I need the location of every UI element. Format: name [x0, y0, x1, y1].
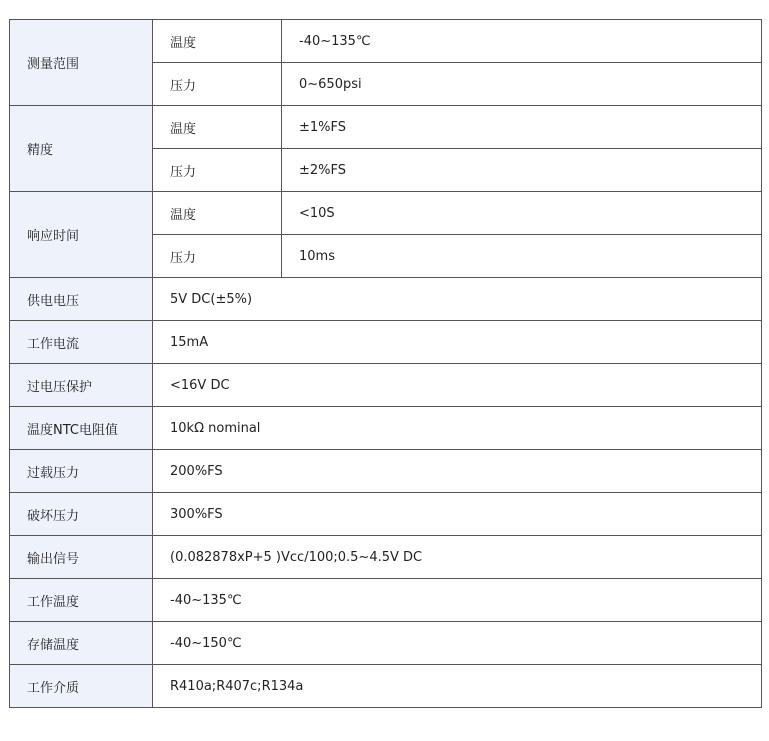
- row-label: 供电电压: [10, 278, 153, 321]
- sub-label: 温度: [153, 106, 282, 149]
- table-row: [10, 106, 762, 149]
- cell-value: 15mA: [153, 321, 762, 364]
- row-label-accuracy: 精度: [10, 106, 153, 192]
- table-row: [10, 665, 762, 708]
- sub-label: 压力: [153, 235, 282, 278]
- row-label: 工作温度: [10, 579, 153, 622]
- row-label: 输出信号: [10, 536, 153, 579]
- table-row: [10, 579, 762, 622]
- table-row: [10, 364, 762, 407]
- row-label-measure-range: 测量范围: [10, 20, 153, 106]
- table-row: [10, 450, 762, 493]
- row-label-response-time: 响应时间: [10, 192, 153, 278]
- table-row: [10, 20, 762, 63]
- table-row: [10, 278, 762, 321]
- table-row: [10, 493, 762, 536]
- row-label: 温度NTC电阻值: [10, 407, 153, 450]
- row-label: 存储温度: [10, 622, 153, 665]
- cell-value: (0.082878xP+5 )Vcc/100;0.5~4.5V DC: [153, 536, 762, 579]
- cell-value: 5V DC(±5%): [153, 278, 762, 321]
- cell-value: <16V DC: [153, 364, 762, 407]
- cell-value: 10ms: [282, 235, 762, 278]
- cell-value: <10S: [282, 192, 762, 235]
- table-row: [10, 407, 762, 450]
- row-label: 破坏压力: [10, 493, 153, 536]
- sub-label: 压力: [153, 63, 282, 106]
- cell-value: R410a;R407c;R134a: [153, 665, 762, 708]
- sub-label: 压力: [153, 149, 282, 192]
- table-row: [10, 536, 762, 579]
- sub-label: 温度: [153, 20, 282, 63]
- spec-table: [9, 19, 762, 708]
- cell-value: 0~650psi: [282, 63, 762, 106]
- cell-value: -40~135℃: [153, 579, 762, 622]
- cell-value: ±2%FS: [282, 149, 762, 192]
- row-label: 工作电流: [10, 321, 153, 364]
- table-row: [10, 321, 762, 364]
- cell-value: ±1%FS: [282, 106, 762, 149]
- table-row: [10, 622, 762, 665]
- cell-value: 10kΩ nominal: [153, 407, 762, 450]
- cell-value: -40~135℃: [282, 20, 762, 63]
- cell-value: 200%FS: [153, 450, 762, 493]
- row-label: 过载压力: [10, 450, 153, 493]
- table-row: [10, 192, 762, 235]
- row-label: 工作介质: [10, 665, 153, 708]
- sub-label: 温度: [153, 192, 282, 235]
- cell-value: 300%FS: [153, 493, 762, 536]
- row-label: 过电压保护: [10, 364, 153, 407]
- cell-value: -40~150℃: [153, 622, 762, 665]
